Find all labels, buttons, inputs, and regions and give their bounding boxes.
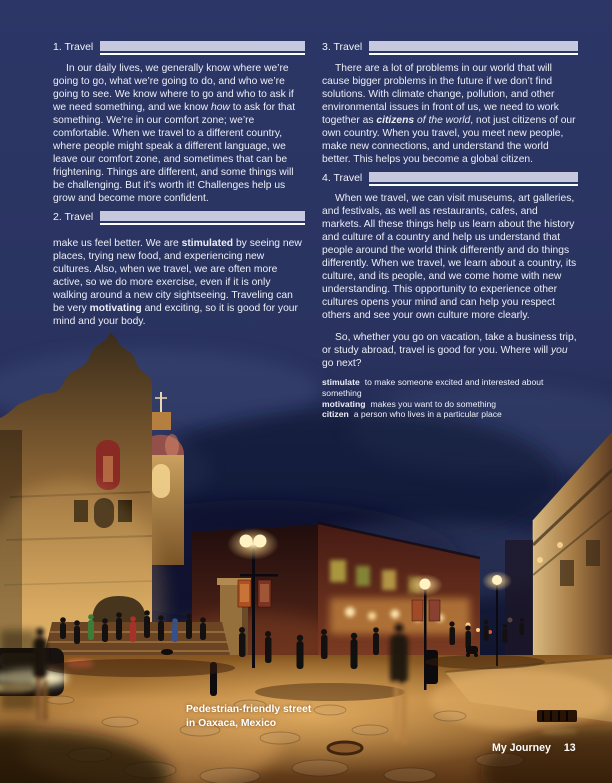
section-2-heading bbox=[53, 210, 305, 224]
paragraph-1: In our daily lives, we generally know where we’re going to go, what we’re going to do, and who we’re going to see. We know where to go and who to ask if we need something, and we know how to ask for that something. We’re in our comfort zone; we’re comfortable. When we travel to a different country, where people might speak a different language, we leave our comfort zone, and sometimes that can be frightening. Things are different, and some things will be challenging. But it’s worth it! Challenges help us grow and become more confident. bbox=[53, 63, 296, 204]
section-1-heading bbox=[53, 40, 305, 54]
answer-blank-3 bbox=[369, 41, 578, 53]
section-2-label: 2. Travel bbox=[53, 210, 94, 223]
answer-blank-1 bbox=[100, 41, 305, 53]
answer-blank-2 bbox=[100, 211, 305, 223]
left-column bbox=[53, 40, 305, 328]
paragraph-4: When we travel, we can visit museums, art galleries, and festivals, as well as restaurants, cafes, and markets. All these things help us learn about the history and culture of a country and help us understand that people around the world think differently and do things differently. When we travel, we learn about a country, its culture, and its people, and we come home with new understanding. This opportunity to experience other cultures opens your mind and can help you respect others and see your own culture more clearly. bbox=[322, 193, 577, 321]
glossary-entry bbox=[322, 409, 564, 420]
glossary-definition: makes you want to do something bbox=[370, 398, 497, 409]
footer-unit-title: My Journey bbox=[492, 742, 551, 754]
glossary-term: motivating bbox=[322, 398, 366, 409]
glossary-entry bbox=[322, 377, 564, 399]
paragraph-2: make us feel better. We are stimulated by seeing new places, trying new food, and experiencing new cultures. Also, when we travel, we are often more active, so we do more exercise, even if it is only walking around a new city sightseeing. Traveling can be very motivating and exciting, so it is good for your mind and your body. bbox=[53, 238, 302, 327]
glossary-entry bbox=[322, 399, 564, 410]
photo-caption-line-1: Pedestrian-friendly street bbox=[186, 704, 312, 715]
right-column bbox=[322, 40, 578, 420]
glossary-term: stimulate bbox=[322, 377, 360, 387]
glossary bbox=[322, 377, 564, 420]
section-3-label: 3. Travel bbox=[322, 40, 363, 53]
section-4-label: 4. Travel bbox=[322, 171, 363, 184]
page-footer bbox=[492, 742, 576, 754]
section-1-label: 1. Travel bbox=[53, 40, 94, 53]
glossary-term: citizen bbox=[322, 409, 349, 420]
section-4-heading bbox=[322, 171, 578, 185]
glossary-definition: to make someone excited and interested about something bbox=[322, 377, 544, 398]
paragraph-3: There are a lot of problems in our world that will cause bigger problems in the future if we don’t find solutions. With climate change, pollution, and other environmental issues in front of us, we need to work together as citizens of the world, not just citizens of our own country. When you travel, you meet new people, make new connections, and understand the world better. This helps you become a global citizen. bbox=[322, 63, 576, 165]
answer-blank-4 bbox=[369, 172, 578, 184]
photo-caption bbox=[186, 703, 311, 730]
section-3-heading bbox=[322, 40, 578, 54]
footer-page-number: 13 bbox=[563, 742, 576, 754]
photo-caption-line-2: in Oaxaca, Mexico bbox=[186, 717, 277, 729]
glossary-definition: a person who lives in a particular place bbox=[353, 409, 502, 420]
paragraph-5: So, whether you go on vacation, take a business trip, or study abroad, travel is good for you. Where will you go next? bbox=[322, 332, 577, 369]
